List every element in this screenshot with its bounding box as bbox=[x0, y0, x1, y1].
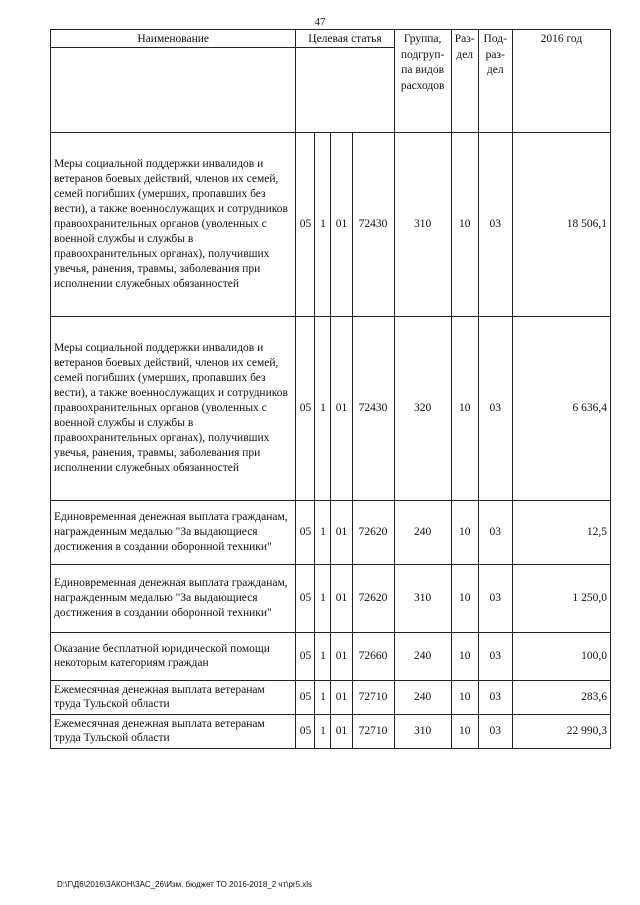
target-code-1: 05 bbox=[296, 132, 315, 316]
section-code: 10 bbox=[451, 632, 478, 680]
target-code-1: 05 bbox=[296, 500, 315, 564]
row-name: Единовременная денежная выплата гражданам, награжденным медалью "За выдающиеся достижения в создании оборонной техники" bbox=[51, 564, 296, 632]
subsection-code: 03 bbox=[478, 316, 512, 500]
target-code-1: 05 bbox=[296, 714, 315, 748]
header-group: Группа, подгруп-па видов расходов bbox=[394, 30, 451, 133]
expense-group: 240 bbox=[394, 500, 451, 564]
expense-group: 310 bbox=[394, 564, 451, 632]
target-code-4: 72430 bbox=[352, 316, 394, 500]
target-code-1: 05 bbox=[296, 316, 315, 500]
section-code: 10 bbox=[451, 680, 478, 714]
target-code-2: 1 bbox=[315, 680, 331, 714]
target-code-3: 01 bbox=[331, 564, 352, 632]
subsection-code: 03 bbox=[478, 632, 512, 680]
header-subsection: Под-раз-дел bbox=[478, 30, 512, 133]
target-code-4: 72620 bbox=[352, 500, 394, 564]
target-code-4: 72710 bbox=[352, 680, 394, 714]
section-code: 10 bbox=[451, 564, 478, 632]
header-target-spacer bbox=[296, 47, 394, 132]
amount-2016: 6 636,4 bbox=[512, 316, 610, 500]
table-row bbox=[51, 132, 611, 316]
section-code: 10 bbox=[451, 316, 478, 500]
row-name: Оказание бесплатной юридической помощи некоторым категориям граждан bbox=[51, 632, 296, 680]
budget-table bbox=[50, 29, 611, 749]
target-code-4: 72710 bbox=[352, 714, 394, 748]
subsection-code: 03 bbox=[478, 680, 512, 714]
target-code-4: 72430 bbox=[352, 132, 394, 316]
target-code-3: 01 bbox=[331, 714, 352, 748]
target-code-3: 01 bbox=[331, 632, 352, 680]
target-code-2: 1 bbox=[315, 632, 331, 680]
target-code-3: 01 bbox=[331, 680, 352, 714]
header-year: 2016 год bbox=[512, 30, 610, 133]
target-code-2: 1 bbox=[315, 132, 331, 316]
amount-2016: 283,6 bbox=[512, 680, 610, 714]
table-row bbox=[51, 564, 611, 632]
amount-2016: 12,5 bbox=[512, 500, 610, 564]
header-name-spacer bbox=[51, 47, 296, 132]
table-body bbox=[51, 132, 611, 748]
target-code-2: 1 bbox=[315, 500, 331, 564]
target-code-3: 01 bbox=[331, 132, 352, 316]
target-code-2: 1 bbox=[315, 564, 331, 632]
table-row bbox=[51, 316, 611, 500]
target-code-4: 72660 bbox=[352, 632, 394, 680]
section-code: 10 bbox=[451, 132, 478, 316]
header-name: Наименование bbox=[51, 30, 296, 48]
subsection-code: 03 bbox=[478, 564, 512, 632]
amount-2016: 18 506,1 bbox=[512, 132, 610, 316]
expense-group: 310 bbox=[394, 714, 451, 748]
subsection-code: 03 bbox=[478, 714, 512, 748]
amount-2016: 1 250,0 bbox=[512, 564, 610, 632]
expense-group: 310 bbox=[394, 132, 451, 316]
section-code: 10 bbox=[451, 500, 478, 564]
expense-group: 240 bbox=[394, 632, 451, 680]
row-name: Меры социальной поддержки инвалидов и ветеранов боевых действий, членов их семей, семей погибших (умерших, пропавших без вести), а также военнослужащих и сотрудников правоохранительных органов (уволенных с военной службы и службы в правоохранительных органах), получивших увечья, ранения, травмы, заболевания при исполнении служебных обязанностей bbox=[51, 316, 296, 500]
table-header-row bbox=[51, 30, 611, 48]
row-name: Ежемесячная денежная выплата ветеранам труда Тульской области bbox=[51, 680, 296, 714]
header-target: Целевая статья bbox=[296, 30, 394, 48]
section-code: 10 bbox=[451, 714, 478, 748]
target-code-1: 05 bbox=[296, 564, 315, 632]
target-code-2: 1 bbox=[315, 316, 331, 500]
target-code-3: 01 bbox=[331, 500, 352, 564]
target-code-1: 05 bbox=[296, 680, 315, 714]
table-row bbox=[51, 680, 611, 714]
target-code-3: 01 bbox=[331, 316, 352, 500]
row-name: Ежемесячная денежная выплата ветеранам труда Тульской области bbox=[51, 714, 296, 748]
row-name: Меры социальной поддержки инвалидов и ветеранов боевых действий, членов их семей, семей погибших (умерших, пропавших без вести), а также военнослужащих и сотрудников правоохранительных органов (уволенных с военной службы и службы в правоохранительных органах), получивших увечья, ранения, травмы, заболевания при исполнении служебных обязанностей bbox=[51, 132, 296, 316]
expense-group: 240 bbox=[394, 680, 451, 714]
subsection-code: 03 bbox=[478, 500, 512, 564]
amount-2016: 100,0 bbox=[512, 632, 610, 680]
file-path-footer: D:\Г\Д6\2016\ЗАКОН\ЗАС_26\Изм. бюджет ТО 2016-2018_2 чт\pr5.xls bbox=[57, 880, 313, 889]
target-code-2: 1 bbox=[315, 714, 331, 748]
header-section: Раз-дел bbox=[451, 30, 478, 133]
expense-group: 320 bbox=[394, 316, 451, 500]
subsection-code: 03 bbox=[478, 132, 512, 316]
page-number: 47 bbox=[314, 16, 326, 28]
target-code-4: 72620 bbox=[352, 564, 394, 632]
amount-2016: 22 990,3 bbox=[512, 714, 610, 748]
table-row bbox=[51, 500, 611, 564]
table-row bbox=[51, 714, 611, 748]
row-name: Единовременная денежная выплата гражданам, награжденным медалью "За выдающиеся достижения в создании оборонной техники" bbox=[51, 500, 296, 564]
table-row bbox=[51, 632, 611, 680]
target-code-1: 05 bbox=[296, 632, 315, 680]
